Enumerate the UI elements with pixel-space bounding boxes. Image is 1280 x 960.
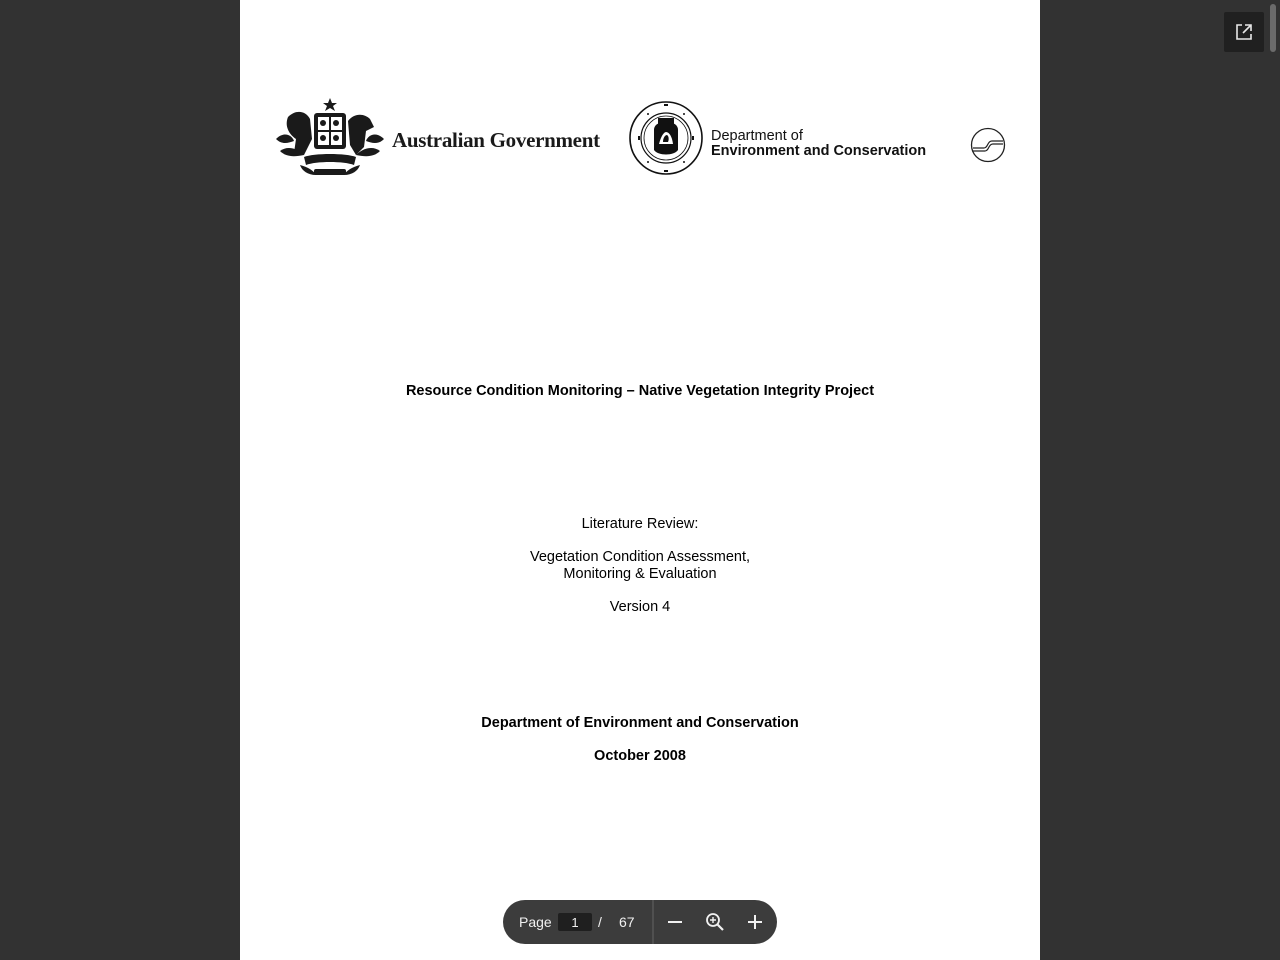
pdf-page: [240, 0, 1040, 960]
page-separator: /: [598, 914, 602, 930]
page-label: Page: [519, 914, 552, 930]
page-number-input[interactable]: [558, 913, 592, 931]
logo-row: [240, 95, 1040, 185]
subtitle-line-2: Monitoring & Evaluation: [563, 566, 717, 582]
version-text: Version 4: [609, 599, 671, 615]
zoom-in-button[interactable]: [740, 907, 770, 937]
zoom-fit-icon: [705, 912, 725, 932]
zoom-out-button[interactable]: [660, 907, 690, 937]
open-in-new-icon: [1234, 22, 1254, 42]
dec-department-name-text: Environment and Conservation: [711, 143, 927, 159]
vertical-scrollbar-thumb[interactable]: [1270, 4, 1276, 52]
toolbar-divider: [652, 900, 654, 944]
project-title: Resource Condition Monitoring – Native Vegetation Integrity Project: [405, 383, 875, 399]
australian-government-wordmark: Australian Government: [392, 128, 600, 152]
pdf-toolbar: [503, 900, 777, 944]
department-name: Department of Environment and Conservation: [481, 715, 799, 731]
australian-government-logo: [274, 95, 614, 180]
minus-icon: [667, 914, 683, 930]
coat-of-arms-icon: [274, 95, 386, 180]
nrm-logo-icon: [970, 127, 1006, 163]
plus-icon: [747, 914, 763, 930]
dec-department-of-text: Department of: [711, 128, 803, 144]
open-in-new-window-button[interactable]: [1224, 12, 1264, 52]
document-date: October 2008: [594, 748, 686, 764]
subtitle-line-1: Vegetation Condition Assessment,: [529, 549, 751, 565]
total-pages: 67: [619, 914, 635, 930]
fit-to-page-button[interactable]: [700, 907, 730, 937]
literature-review-label: Literature Review:: [581, 516, 699, 532]
wa-government-seal-icon: [628, 100, 704, 176]
dec-logo: [628, 100, 948, 178]
